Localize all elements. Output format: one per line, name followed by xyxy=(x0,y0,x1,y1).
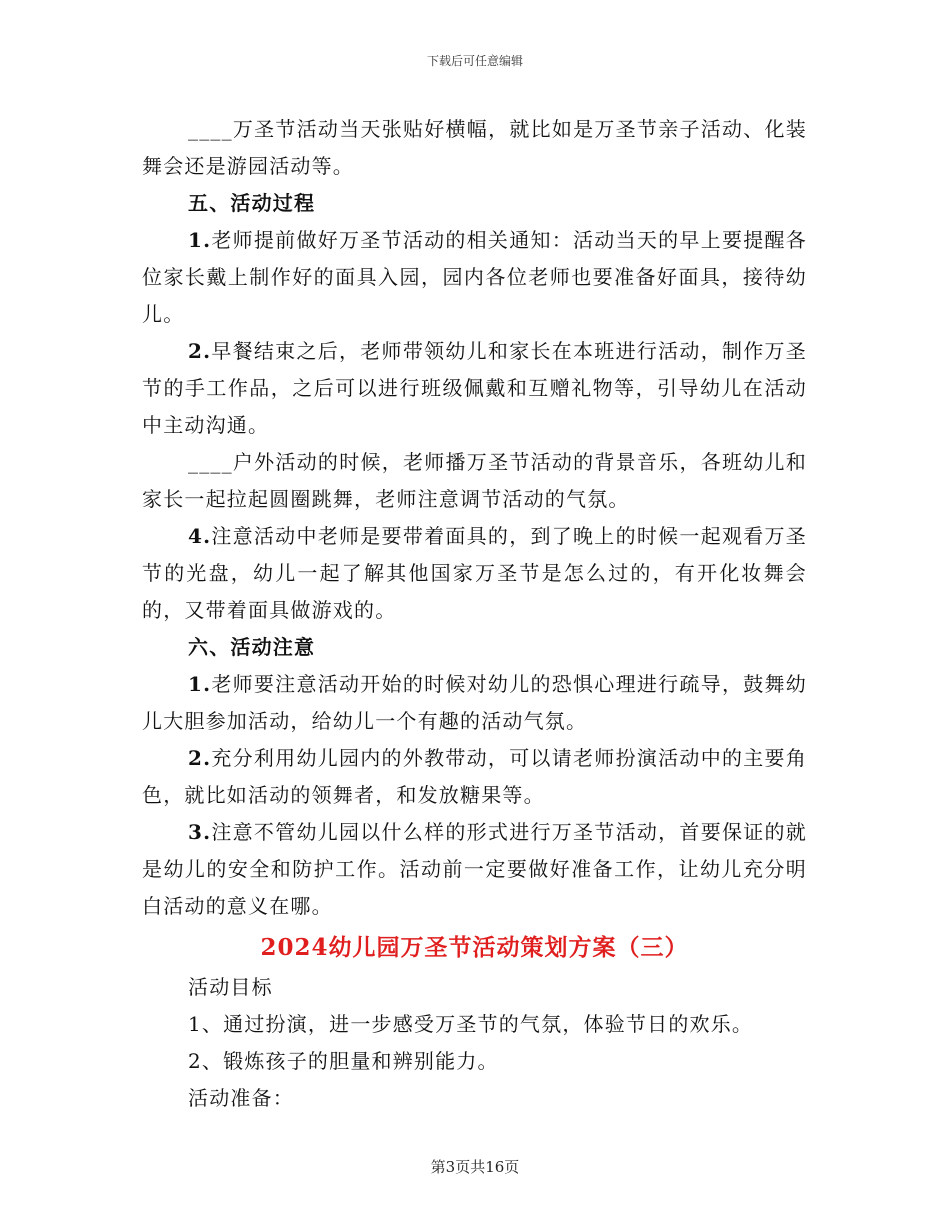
item-text: 注意活动中老师是要带着面具的，到了晚上的时候一起观看万圣节的光盘，幼儿一起了解其他国家万圣节是怎么过的，有开化妆舞会的，又带着面具做游戏的。 xyxy=(142,524,807,622)
item-number: 2. xyxy=(188,339,212,363)
notes-item-1 xyxy=(142,666,807,740)
section-heading-notes: 六、活动注意 xyxy=(188,635,316,659)
process-item-4 xyxy=(142,518,807,629)
section-heading-process: 五、活动过程 xyxy=(188,191,316,215)
goals-label: 活动目标 xyxy=(188,975,273,999)
item-text: 充分利用幼儿园内的外教带动，可以请老师扮演活动中的主要角色，就比如活动的领舞者，和发放糖果等。 xyxy=(142,746,807,807)
item-number: 1. xyxy=(188,672,212,696)
process-item-1 xyxy=(142,222,807,333)
process-item-3 xyxy=(142,444,807,518)
item-number: 2. xyxy=(188,746,212,770)
notes-item-3 xyxy=(142,814,807,925)
item-number: 1. xyxy=(188,228,212,252)
prep-label: 活动准备： xyxy=(188,1086,294,1110)
page-footer-number: 第3页共16页 xyxy=(430,1158,520,1176)
banner-paragraph: ____万圣节活动当天张贴好横幅，就比如是万圣节亲子活动、化装舞会还是游园活动等。 xyxy=(142,117,807,178)
item-text: 注意不管幼儿园以什么样的形式进行万圣节活动，首要保证的就是幼儿的安全和防护工作。活动前一定要做好准备工作，让幼儿充分明白活动的意义在哪。 xyxy=(142,820,807,918)
page-header-note: 下载后可任意编辑 xyxy=(426,54,523,68)
item-text: 老师要注意活动开始的时候对幼儿的恐惧心理进行疏导，鼓舞幼儿大胆参加活动，给幼儿一个有趣的活动气氛。 xyxy=(142,672,807,733)
plan-title: 2024幼儿园万圣节活动策划方案（三） xyxy=(260,934,689,961)
item-text: ____户外活动的时候，老师播万圣节活动的背景音乐，各班幼儿和家长一起拉起圆圈跳舞，老师注意调节活动的气氛。 xyxy=(142,450,807,511)
goal-item-1: 1、通过扮演，进一步感受万圣节的气氛，体验节日的欢乐。 xyxy=(188,1012,754,1036)
item-text: 早餐结束之后，老师带领幼儿和家长在本班进行活动，制作万圣节的手工作品，之后可以进行班级佩戴和互赠礼物等，引导幼儿在活动中主动沟通。 xyxy=(142,339,807,437)
process-item-2 xyxy=(142,333,807,444)
item-text: 老师提前做好万圣节活动的相关通知：活动当天的早上要提醒各位家长戴上制作好的面具入园，园内各位老师也要准备好面具，接待幼儿。 xyxy=(142,228,807,326)
document-body xyxy=(142,111,807,1117)
notes-item-2 xyxy=(142,740,807,814)
item-number: 3. xyxy=(188,820,212,844)
goal-item-2: 2、锻炼孩子的胆量和辨别能力。 xyxy=(188,1049,499,1073)
item-number: 4. xyxy=(188,524,212,548)
